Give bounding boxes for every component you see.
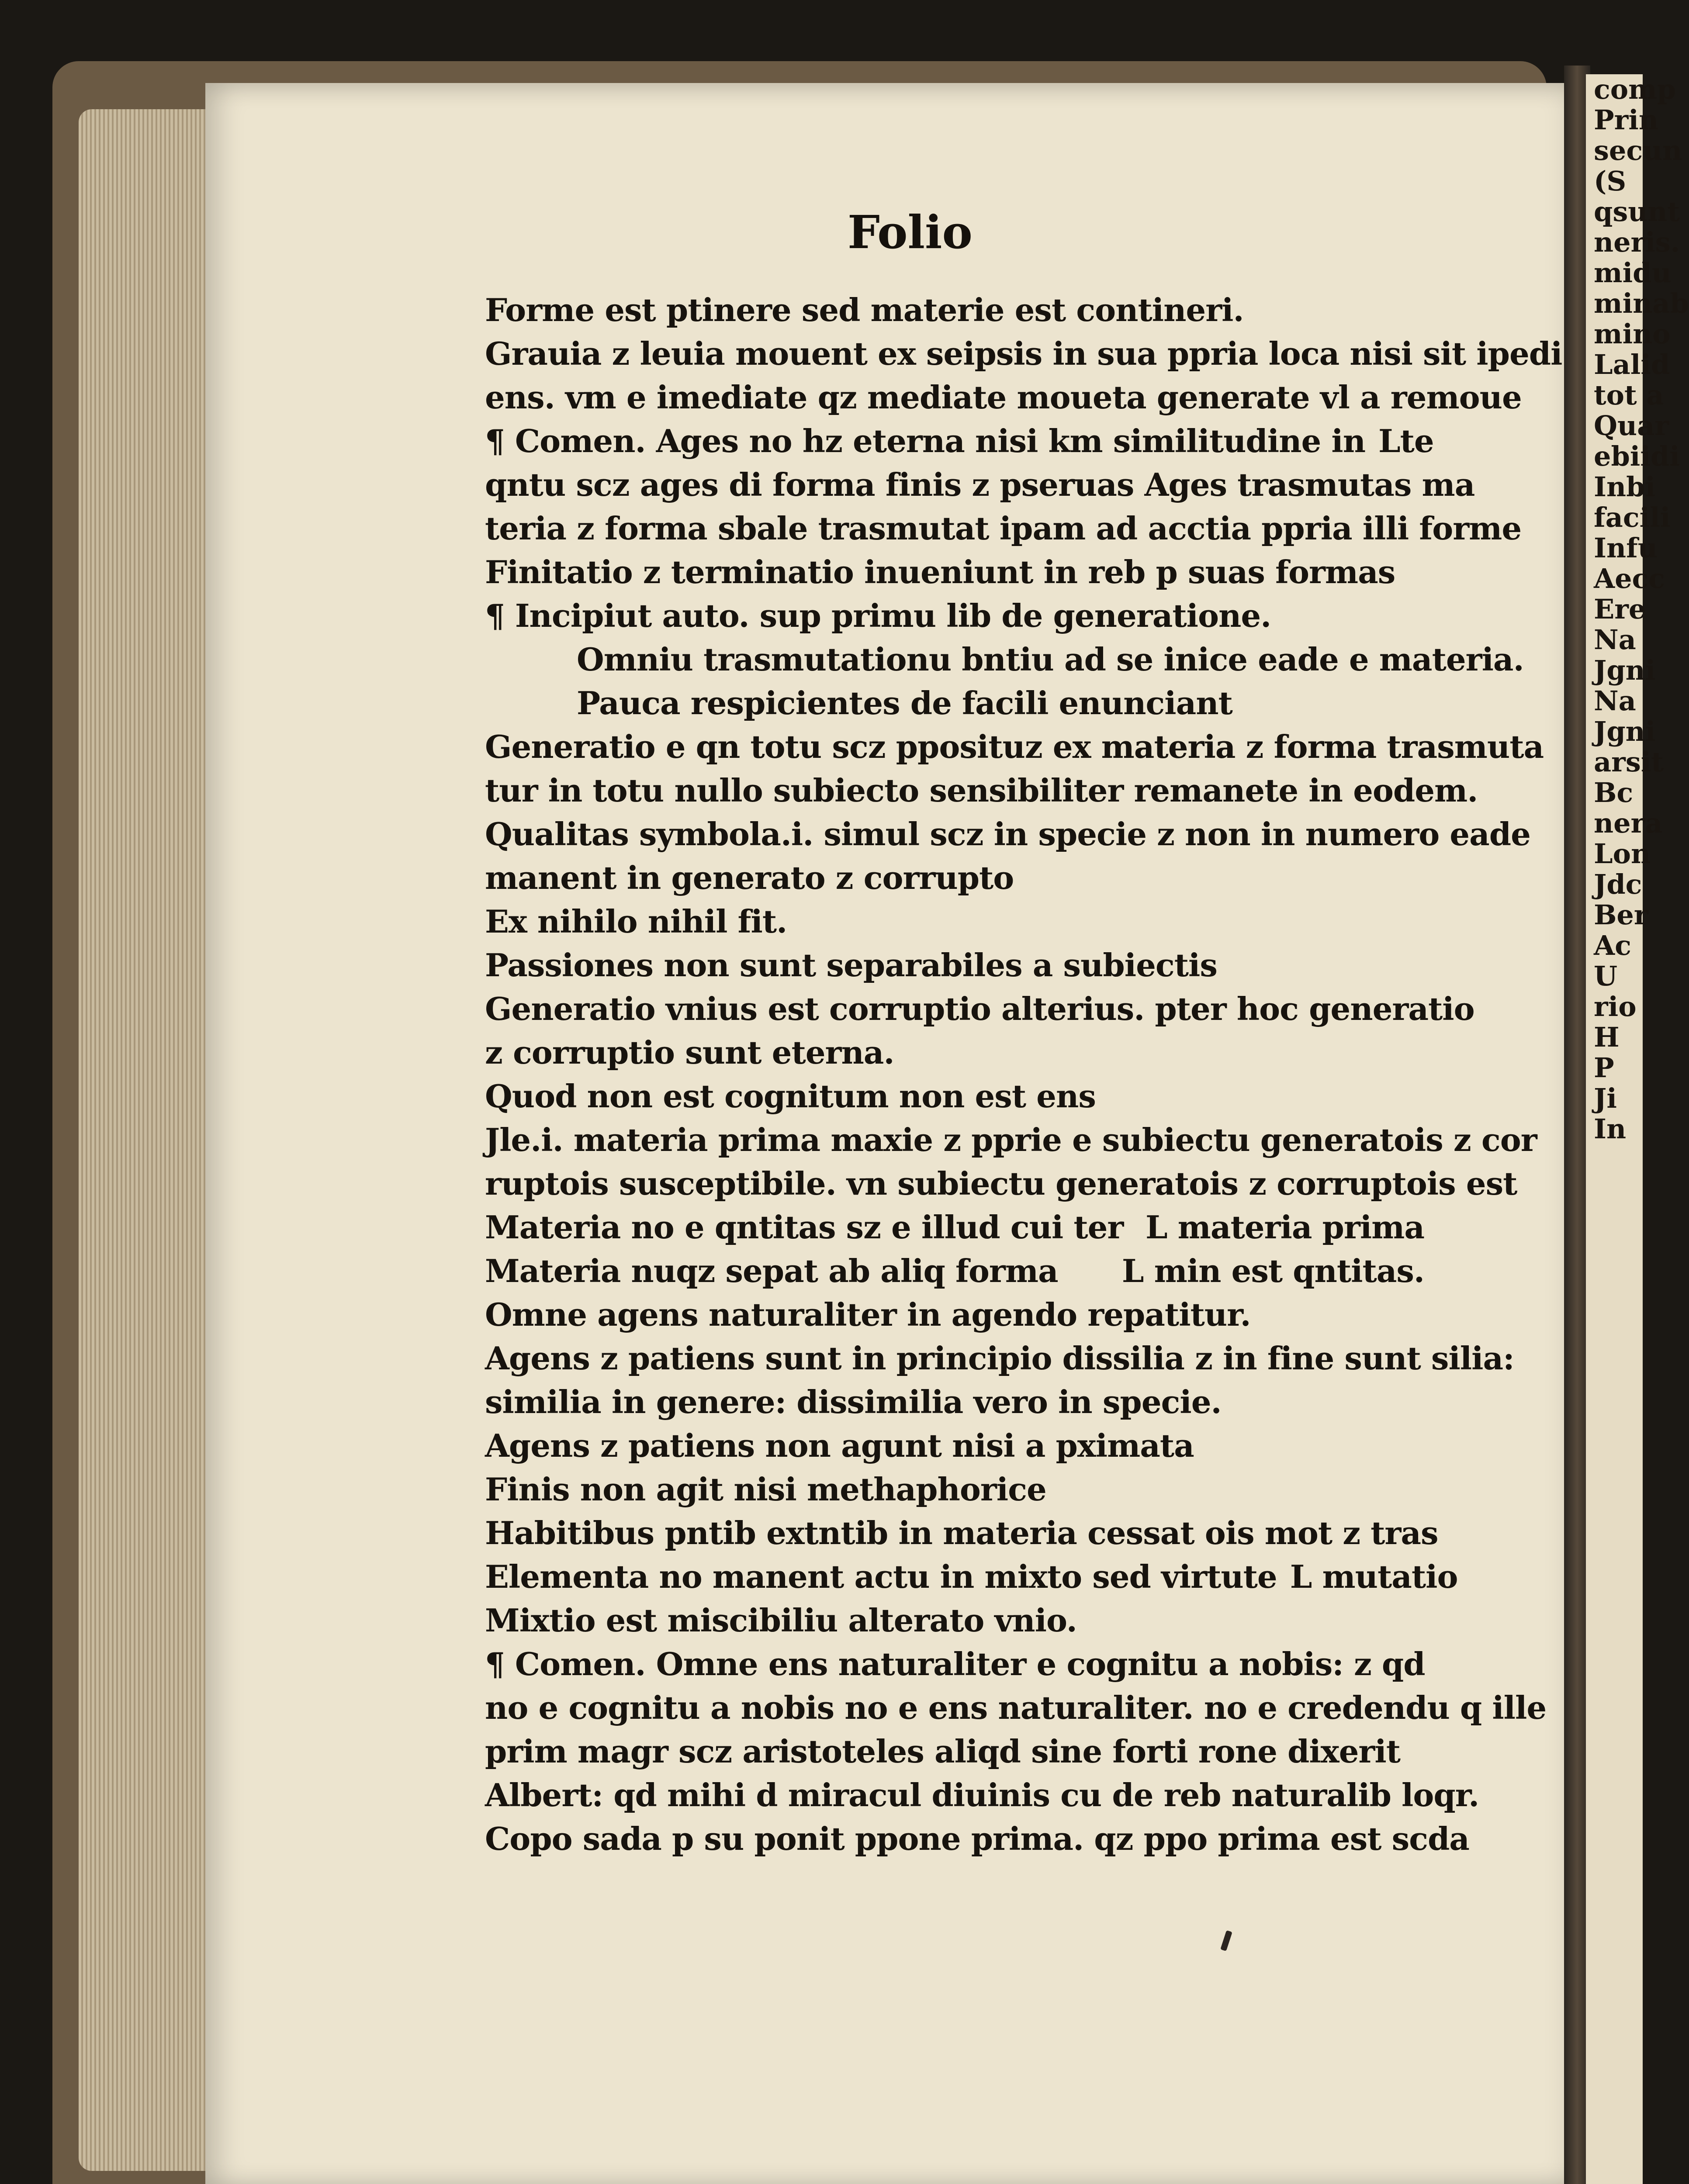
text-line [485, 1817, 1469, 1861]
text-line-content: Habitibus pntib extntib in materia cessat ois mot z tras [485, 1514, 1438, 1552]
text-line [485, 594, 1424, 638]
text-line-content: Generatio vnius est corruptio alterius. pter hoc generatio [485, 990, 1474, 1027]
facing-text-line: Aecc [1594, 563, 1665, 594]
text-line [485, 987, 1474, 1031]
text-line [485, 419, 1434, 463]
text-line-content: ens. vm e imediate qz mediate moueta generate vl a remoue [485, 379, 1522, 416]
text-line-content: Passiones non sunt separabiles a subiectis [485, 947, 1217, 984]
facing-text-line: tot a [1594, 379, 1664, 411]
facing-text-line: Bc [1594, 777, 1634, 809]
text-line-content: similia in genere: dissimilia vero in specie. [485, 1383, 1222, 1420]
facing-text-line: Ac [1594, 930, 1631, 961]
text-line [485, 1293, 1424, 1337]
text-line-content: Elementa no manent actu in mixto sed virtute [485, 1558, 1277, 1595]
facing-text-line: Na [1594, 624, 1636, 656]
text-line-content: prim magr scz aristoteles aliqd sine forti rone dixerit [485, 1733, 1400, 1770]
text-line [485, 507, 1522, 550]
text-line [485, 812, 1530, 856]
facing-text-line: Jgni [1594, 654, 1656, 686]
text-line [485, 1599, 1424, 1642]
text-line [485, 332, 1562, 376]
text-line [485, 376, 1522, 419]
text-line-content: Grauia z leuia mouent ex seipsis in sua ppria loca nisi sit ipedi [485, 335, 1562, 372]
text-line [485, 1686, 1547, 1730]
text-line-content: Finitatio z terminatio inueniunt in reb p suas formas [485, 553, 1395, 591]
text-line [485, 1468, 1424, 1511]
facing-text-line: midu [1594, 257, 1672, 289]
facing-text-line: Prin [1594, 104, 1658, 136]
facing-text-line: Ber [1594, 899, 1648, 931]
text-line-content: Materia no e qntitas sz e illud cui ter [485, 1209, 1124, 1246]
text-line-content: Copo sada p su ponit ppone prima. qz ppo prima est scda [485, 1820, 1469, 1857]
text-line [485, 856, 1424, 900]
text-line-content: Agens z patiens sunt in principio dissilia z in fine sunt silia: [485, 1340, 1514, 1377]
facing-text-line: arsit [1594, 746, 1664, 778]
text-line-content: Generatio e qn totu scz pposituz ex materia z forma trasmuta [485, 728, 1544, 765]
facing-text-line: (S [1594, 165, 1627, 197]
facing-text-line: Lon [1594, 838, 1651, 870]
facing-page [1586, 73, 1689, 2184]
text-line [485, 1730, 1424, 1773]
text-line [485, 681, 1424, 725]
facing-text-line: Na [1594, 685, 1636, 717]
marginal-note: L materia prima [1145, 1209, 1424, 1246]
text-line-content: manent in generato z corrupto [485, 859, 1014, 896]
facing-text-line: Infu [1594, 532, 1658, 564]
page-edges [79, 109, 210, 2171]
text-line-content: Quod non est cognitum non est ens [485, 1078, 1096, 1115]
text-line-content: Pauca respicientes de facili enunciant [577, 684, 1232, 722]
text-line-content: teria z forma sbale trasmutat ipam ad acctia ppria illi forme [485, 510, 1522, 547]
text-line-content: ¶ Comen. Ages no hz eterna nisi km similitudine in [485, 422, 1366, 460]
facing-text-line: ebiidi [1594, 440, 1680, 472]
facing-text-line: mino [1594, 318, 1671, 350]
facing-text-line: Inbi [1594, 471, 1655, 503]
text-line-content: tur in totu nullo subiecto sensibiliter remanete in eodem. [485, 772, 1478, 809]
facing-text-line: Jdc [1594, 868, 1642, 900]
facing-text-line: Jgni [1594, 715, 1656, 747]
facing-text-line: minab [1594, 287, 1689, 319]
text-line [485, 1642, 1424, 1686]
marginal-note: Lte [1378, 422, 1434, 460]
facing-text-line: Quar [1594, 410, 1669, 442]
text-line [485, 1031, 1424, 1075]
facing-text-line: In [1594, 1113, 1627, 1145]
text-line [485, 1206, 1424, 1249]
text-line [485, 1511, 1438, 1555]
text-line [485, 1424, 1424, 1468]
text-line-content: Omniu trasmutationu bntiu ad se inice eade e materia. [577, 641, 1524, 678]
text-line [485, 1337, 1514, 1380]
text-line-content: Finis non agit nisi methaphorice [485, 1471, 1046, 1508]
facing-text-line: U [1594, 960, 1618, 992]
text-line [485, 769, 1478, 812]
facing-text-line: Ji [1594, 1082, 1617, 1114]
page-text [485, 288, 1562, 1861]
page-header: Folio [848, 205, 973, 259]
text-line [485, 550, 1424, 594]
text-line-content: Jle.i. materia prima maxie z pprie e subiectu generatois z cor [485, 1121, 1537, 1158]
text-line [485, 943, 1424, 987]
text-line-content: ¶ Comen. Omne ens naturaliter e cognitu a nobis: z qd [485, 1645, 1425, 1683]
text-line [485, 1773, 1479, 1817]
text-line-content: Albert: qd mihi d miracul diuinis cu de reb naturalib loqr. [485, 1776, 1479, 1814]
facing-text-line: secun [1594, 135, 1682, 166]
text-line [485, 900, 1424, 943]
facing-text-line: comp [1594, 73, 1676, 105]
text-line-content: qntu scz ages di forma finis z pseruas Ages trasmutas ma [485, 466, 1475, 503]
marginal-note: L min est qntitas. [1121, 1252, 1424, 1289]
text-line [485, 1249, 1424, 1293]
text-line [485, 1118, 1537, 1162]
facing-text-line: H [1594, 1021, 1620, 1053]
text-line [485, 1162, 1517, 1206]
text-line-content: ruptois susceptibile. vn subiectu generatois z corruptois est [485, 1165, 1517, 1202]
text-line [485, 463, 1475, 507]
text-line-content: Qualitas symbola.i. simul scz in specie z non in numero eade [485, 816, 1530, 853]
text-line-content: Forme est ptinere sed materie est contineri. [485, 291, 1244, 328]
facing-text-line: neris. [1594, 226, 1680, 258]
text-line-content: Omne agens naturaliter in agendo repatitur. [485, 1296, 1251, 1333]
text-line-content: Agens z patiens non agunt nisi a pximata [485, 1427, 1194, 1464]
facing-text-line: Lalid [1594, 349, 1670, 380]
marginal-note: L mutatio [1290, 1558, 1458, 1595]
facing-text-line: nera [1594, 807, 1663, 839]
text-line-content: no e cognitu a nobis no e ens naturaliter. no e credendu q ille [485, 1689, 1547, 1726]
text-line-content: Materia nuqz sepat ab aliq forma [485, 1252, 1058, 1289]
text-line [485, 638, 1524, 681]
text-line [485, 288, 1424, 332]
text-line-content: Ex nihilo nihil fit. [485, 903, 787, 940]
facing-text-line: Ere [1594, 593, 1646, 625]
text-line-content: ¶ Incipiut auto. sup primu lib de generatione. [485, 597, 1271, 634]
text-line-content: z corruptio sunt eterna. [485, 1034, 894, 1071]
facing-text-line: rio [1594, 991, 1637, 1023]
text-line-content: Mixtio est miscibiliu alterato vnio. [485, 1602, 1077, 1639]
text-line [485, 725, 1544, 769]
text-line [485, 1555, 1458, 1599]
text-line [485, 1075, 1424, 1118]
facing-text-line: facili [1594, 501, 1671, 533]
facing-text-line: qsunt [1594, 196, 1680, 228]
facing-text-line: P [1594, 1052, 1614, 1084]
text-line [485, 1380, 1424, 1424]
